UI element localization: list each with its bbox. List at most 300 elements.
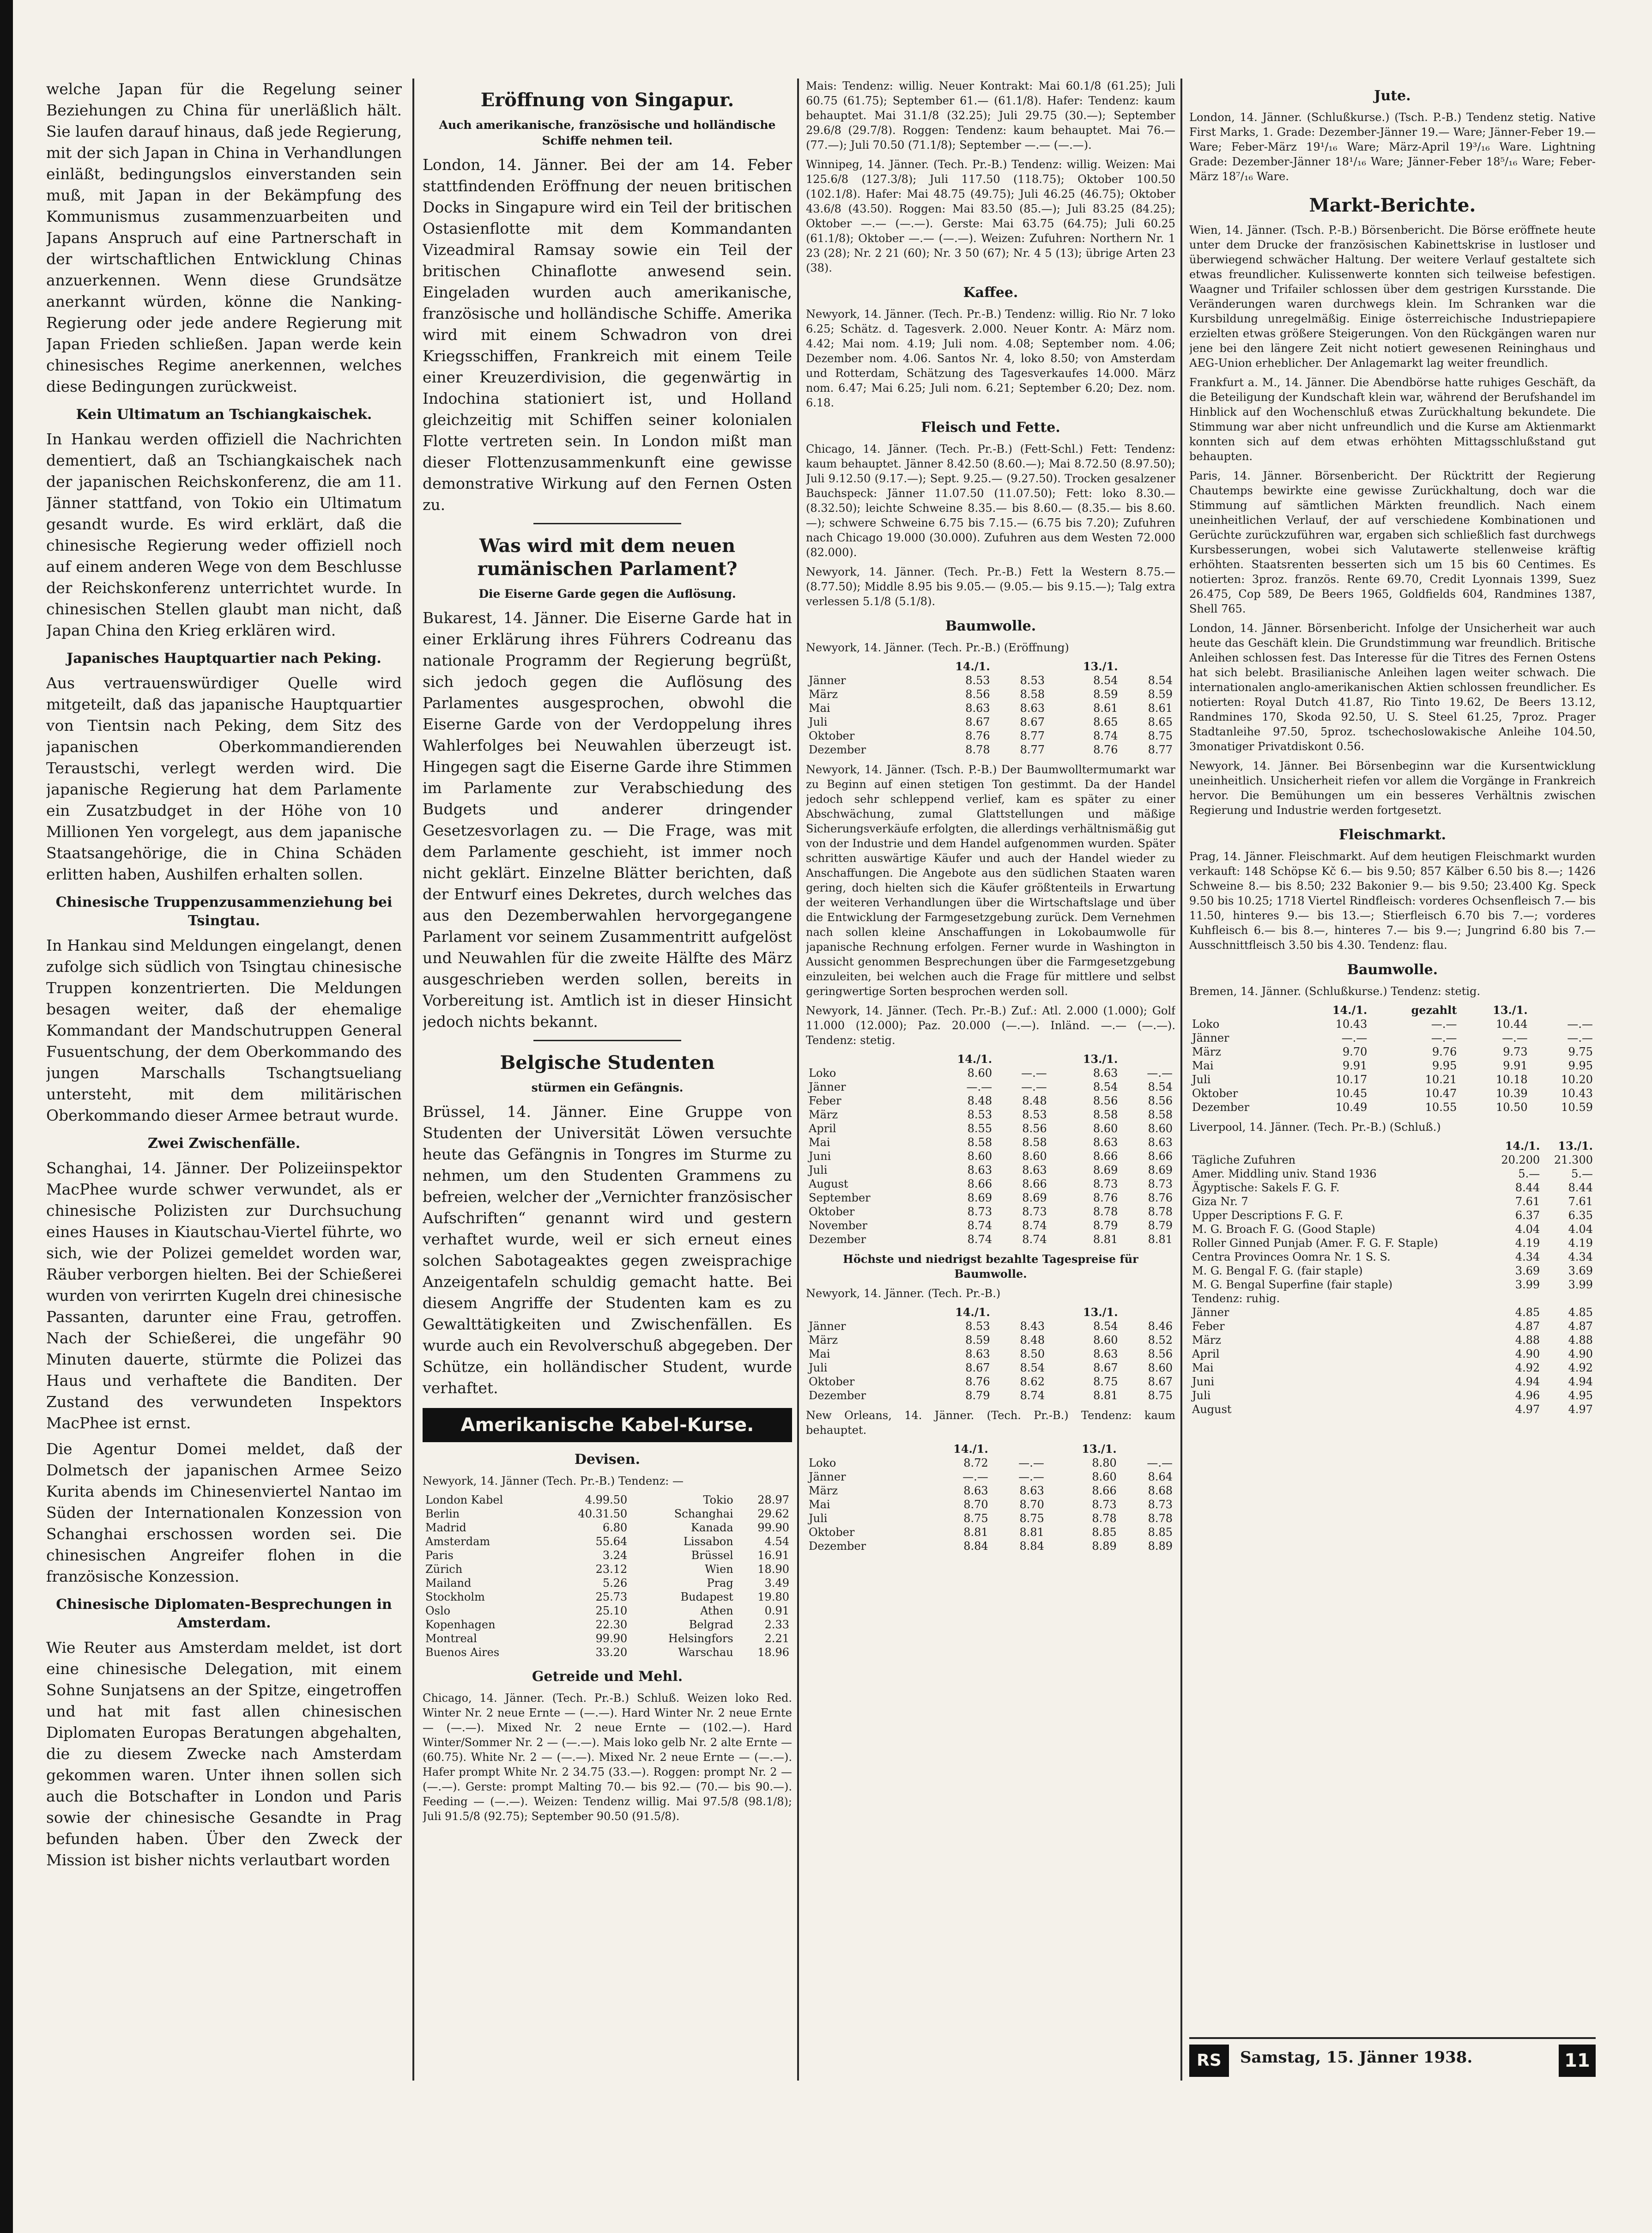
table-row [806,1525,1175,1539]
table-cell: Mai [809,1347,830,1360]
headline: Chinesische Truppenzusammenziehung bei Tsingtau. [55,894,393,929]
table-cell: Brüssel [691,1549,733,1562]
table-cell: 8.48 [1020,1334,1045,1347]
column-header: gezahlt [1411,1003,1457,1017]
table-cell: Oktober [809,1205,855,1218]
table-row [423,1562,792,1576]
headline: Was wird mit dem neuen rumänischen Parlament? [477,535,738,580]
table-row [1189,1236,1596,1250]
column-header [1121,660,1175,674]
table-cell: 10.59 [1561,1101,1593,1114]
table-cell: 8.66 [967,1177,992,1190]
table-cell: 8.62 [1020,1375,1045,1388]
table-cell: 8.59 [965,1334,990,1347]
article-text: Wie Reuter aus Amsterdam meldet, ist dort eine chinesische Delegation, mit einem Sohne Sunjatsens an der Spitze, eingetroffen und hat mit fast allen chinesischen Diplomaten Europas Beratungen abgehalten, die zu diesem Zwecke nach Amsterdam gekommen waren. Unter ihnen sollen sich auch die Botschafter in London und Paris sowie der chinesische Gesandte in Prag befunden haben. Über den Zweck der Mission ist bisher nichts verlautbart worden [46,1638,402,1869]
table-cell: Dezember [809,743,866,756]
table-row [423,1618,792,1632]
table-cell: 8.68 [1148,1484,1173,1497]
table-cell: 8.48 [1022,1094,1047,1107]
table-cell: 8.48 [967,1094,992,1107]
table-row [1189,1361,1596,1375]
table-row [1189,1250,1596,1264]
table-row [1189,1167,1596,1181]
table-cell: 5.— [1571,1167,1593,1180]
table-cell: 8.60 [1148,1361,1173,1374]
table-cell: 10.43 [1561,1087,1593,1100]
scan-edge [0,0,13,2233]
column-header [993,660,1047,674]
table-cell: 8.56 [1148,1094,1173,1107]
table-cell: 8.89 [1148,1540,1173,1553]
table-cell: Dezember [809,1389,866,1402]
table-cell: 8.58 [967,1136,992,1149]
table-cell: 8.63 [965,702,990,715]
headline: Kein Ultimatum an Tschiangkaischek. [76,407,372,423]
table-cell: 8.69 [1148,1164,1173,1177]
table-cell: 8.52 [1148,1334,1173,1347]
table-cell: 8.78 [1148,1205,1173,1218]
column-header: 14./1. [955,1305,990,1319]
column-header: 14./1. [957,1052,992,1066]
table-cell: 40.31.50 [578,1507,628,1520]
table-row [806,1135,1175,1149]
table-cell: November [809,1219,868,1232]
table-cell [1543,1292,1596,1305]
table-row [806,729,1175,743]
headline: Kaffee. [963,285,1018,301]
table-cell: 8.56 [965,688,990,701]
table-cell: 8.63 [1022,1164,1047,1177]
table-cell: 4.90 [1568,1347,1593,1360]
article-text: Mais: Tendenz: willig. Neuer Kontrakt: Mai 60.1/8 (61.25); Juli 60.75 (61.75); September 61.— (61.1/8). Hafer: Tendenz: kaum behauptet. Mai 31.1/8 (32.25); Juli 29.75 (30.—); September 29.6/8 (29.7/8). Roggen: Tendenz: kaum behauptet. Mai 76.— (77.—); Juli 70.50 (71.1/8); September —.— (—.—). [806,79,1175,152]
table-cell: 8.54 [1148,674,1173,687]
table-cell: Prag [707,1577,733,1590]
table-row [806,1389,1175,1402]
table-cell: 10.50 [1495,1101,1528,1114]
column-header: 14./1. [1505,1139,1540,1153]
table-cell: 8.74 [967,1219,992,1232]
table-cell: 8.63 [965,1347,990,1360]
table-cell: 9.91 [1342,1059,1368,1072]
table-row [1189,1073,1596,1086]
table-cell: 28.97 [757,1493,789,1506]
table-row [1189,1031,1596,1045]
table-cell: 10.39 [1495,1087,1528,1100]
headline: Getreide und Mehl. [532,1669,683,1685]
table-cell: 8.65 [1093,716,1118,728]
column-header: 13./1. [1083,1305,1118,1319]
table-cell: 9.91 [1503,1059,1528,1072]
table-cell: —.— [1502,1032,1528,1044]
table-cell: 8.73 [967,1205,992,1218]
table-cell: Juni [1192,1375,1215,1388]
table-cell: 8.63 [1148,1136,1173,1149]
table-cell: —.— [1021,1067,1047,1080]
column-header [1531,1003,1596,1017]
table-cell: Lissabon [683,1535,733,1548]
table-row [806,743,1175,757]
table-cell: 8.73 [1148,1177,1173,1190]
table-row [423,1521,792,1535]
table-cell: März [1192,1334,1221,1347]
column-header [1119,1442,1175,1456]
table-row [806,1347,1175,1361]
table-row [1189,1305,1596,1319]
article-text: welche Japan für die Regelung seiner Beziehungen zu China für unerläßlich hält. Sie laufen darauf hinaus, daß jede Regierung, mit der sich Japan in China in Verhandlungen einläßt, bedingungslos einverstanden sein muß, mit Japan in der Bekämpfung des Kommunismus zusammenzuarbeiten und Japans Anspruch auf eine Partnerschaft in der wirtschaftlichen Entwicklung Chinas anzuerkennen. Wenn diese Grundsätze anerkannt würden, könne die Nanking-Regierung oder jede andere Regierung mit Japan Frieden schließen. Japan werde kein chinesisches Regime anerkennen, welches diese Bedingungen zurückweist. [46,80,402,395]
table-cell: —.— [1021,1080,1047,1093]
table-cell: 8.63 [963,1484,988,1497]
table-cell: 8.75 [1148,1389,1173,1402]
table-cell: Belgrad [689,1618,733,1631]
table-cell: 9.70 [1342,1045,1368,1058]
table-row [1189,1181,1596,1195]
table-cell: 10.45 [1335,1087,1368,1100]
table-cell: 8.74 [967,1233,992,1246]
table-cell: 8.60 [1093,1122,1118,1135]
table-cell: 8.74 [1093,729,1118,742]
table-cell: —.— [962,1470,988,1483]
table-cell: 8.78 [1092,1512,1117,1525]
table-cell: 8.76 [965,729,990,742]
table-cell: 8.60 [1092,1470,1117,1483]
table-cell: 4.04 [1515,1223,1540,1236]
table-cell: 8.46 [1148,1320,1173,1333]
table-cell: Jänner [809,674,846,687]
table-caption: Newyork, 14. Jänner. (Tech. Pr.-B.) (Eröffnung) [806,641,1069,654]
table-cell: 8.60 [1022,1150,1047,1163]
table-cell: Kopenhagen [425,1618,496,1631]
table-row [806,1232,1175,1246]
table-cell: 4.97 [1515,1403,1540,1416]
table-cell: 4.19 [1515,1237,1540,1250]
table-cell: 10.49 [1335,1101,1368,1114]
table-cell: 8.56 [1093,1094,1118,1107]
column-header: 14./1. [953,1442,988,1456]
cotton-table [806,660,1175,757]
table-row [806,1108,1175,1122]
table-row [1189,1375,1596,1389]
table-row [806,715,1175,729]
article-text: Newyork, 14. Jänner. (Tech. Pr.-B.) Tendenz: willig. Rio Nr. 7 loko 6.25; Schätz. d. Tagesverk. 2.000. Neuer Kontr. A: März nom. 4.42; Mai nom. 4.19; Juli nom. 4.08; September nom. 4.06; Dezember nom. 4.06. Santos Nr. 4, loko 8.50; von Amsterdam und Rotterdam, Schätzung des Tagesverkaufes 14.000. März nom. 6.47; Mai 6.25; Juli nom. 6.21; September 6.20; Dez. nom. 6.18. [806,308,1175,409]
table-cell: März [809,1108,838,1121]
article-text: Newyork, 14. Jänner. (Tsch. P.-B.) Der Baumwolltermumarkt war zu Beginn auf einen stetigen Ton gestimmt. Da der Handel jedoch sehr schleppend verlief, kam es später zu einer Abschwächung, zumal Glattstellungen und mäßige Sicherungsverkäufe erfolgten, die allerdings verhältnismäßig gut von der Industrie und dem Handel aufgenommen wurden. Später schritten auswärtige Käufer und auch der Handel wieder zu Anschaffungen. Die Angebote aus den südlichen Staaten waren gering, doch hielten sich die Käufer größtenteils in Erwartung der weiteren Verhandlungen über die Wirtschaftslage und über die Entwicklung der Farmgesetzgebung zurück. Dem Vernehmen nach sollen kleine Anschaffungen in Lokobaumwolle für japanische Rechnung erfolgen. Ferner wurde in Washington in Aussicht genommen Besprechungen über die Farmgesetzgebung einzuleiten, bei welchen auch die Frage für mittlere und selbst geringwertige Sorten besprochen werden soll. [806,763,1175,998]
table-cell: 8.79 [965,1389,990,1402]
table-cell: 8.65 [1148,716,1173,728]
table-cell: Zürich [425,1563,463,1576]
table-cell: 8.75 [963,1512,988,1525]
article-text: Chicago, 14. Jänner. (Tech. Pr.-B.) (Fett-Schl.) Fett: Tendenz: kaum behauptet. Jänner 8.42.50 (8.60.—); Mai 8.72.50 (8.97.50); Juli 9.12.50 (9.17.—); Sept. 9.25.— (9.27.50). Trocken gesalzener Bauchspeck: Jänner 11.07.50 (11.07.50); Fett: loko 8.30.— (8.32.50); leichte Schweine 8.35.— bis 8.60.— (8.35.— bis 8.60.—); schwere Schweine 6.75 bis 7.15.— (6.75 bis 7.20); Zufuhren nach Chicago 19.000 (30.000). Zufuhren aus dem Westen 72.000 (82.000). [806,443,1175,559]
column-2 [423,79,792,2081]
column-header: 14./1. [1332,1003,1368,1017]
table-cell: 6.37 [1515,1209,1540,1222]
cotton-table [1189,1003,1596,1114]
table-cell: —.— [1018,1456,1044,1469]
table-cell: 55.64 [595,1535,628,1548]
table-cell: Oktober [809,1526,855,1539]
table-caption: Bremen, 14. Jänner. (Schlußkurse.) Tendenz: stetig. [1189,985,1481,998]
table-cell: London Kabel [425,1493,503,1506]
table-cell: 10.21 [1425,1073,1457,1086]
table-cell: April [809,1122,836,1135]
table-cell: 8.79 [1093,1219,1118,1232]
table-cell: 8.60 [1093,1334,1118,1347]
column-header: 13./1. [1082,1442,1117,1456]
table-cell: 8.53 [967,1108,992,1121]
table-cell: 8.50 [1020,1347,1045,1360]
table-cell: 8.54 [1148,1080,1173,1093]
column-header [806,1052,924,1066]
table-row [1189,1153,1596,1167]
table-cell: Oktober [809,729,855,742]
table-cell: 8.81 [963,1526,988,1539]
table-cell: 10.17 [1335,1073,1368,1086]
article-text: Aus vertrauenswürdiger Quelle wird mitgeteilt, daß das japanische Hauptquartier von Tientsin nach Peking, dem Sitz des japanischen Oberkommandierenden Teraustschi, verlegt werden wird. Die japanische Regierung hat dem Parlamente ein Zusatzbudget in der Höhe von 10 Millionen Yen vorgelegt, aus dem japanische Staatsangehörige, die in China Schäden erlitten haben, Aushilfen erhalten sollen. [46,674,402,883]
table-cell: 8.77 [1020,743,1045,756]
column-header [991,1442,1047,1456]
table-cell: 8.84 [963,1540,988,1553]
table-cell: 6.35 [1568,1209,1593,1222]
table-cell: 4.97 [1568,1403,1593,1416]
headline: Eröffnung von Singapur. [480,89,734,111]
table-row [1189,1100,1596,1114]
table-cell: Buenos Aires [425,1646,500,1659]
table-cell: 2.33 [764,1618,789,1631]
table-cell: 4.94 [1568,1375,1593,1388]
table-cell: 8.44 [1515,1181,1540,1194]
table-cell: 8.63 [967,1164,992,1177]
table-cell: 8.63 [1020,702,1045,715]
table-cell: Tendenz: ruhig. [1192,1292,1280,1305]
column-4 [1189,79,1596,2081]
article-text: In Hankau sind Meldungen eingelangt, denen zufolge sich südlich von Tsingtau chinesische Truppen konzentrierten. Die Meldungen besagen weiter, daß der ehemalige Kommandant der Mandschutruppen General Fusuentschung, der dem Oberkommando des jungen Marschalls Tschangtsueliang untersteht, mit dem militärischen Oberkommando dieser Armee betraut wurde. [46,936,402,1124]
table-row [423,1632,792,1645]
table-cell: —.— [966,1080,992,1093]
table-cell: 8.60 [967,1067,992,1080]
table-cell: 8.67 [1148,1375,1173,1388]
headline: Jute. [1374,88,1411,104]
table-cell: 10.47 [1425,1087,1457,1100]
column-rule [797,79,799,2081]
table-cell: 10.43 [1335,1018,1368,1031]
table-cell: März [809,1334,838,1347]
table-cell: 8.84 [1019,1540,1044,1553]
table-row [1189,1045,1596,1059]
table-cell: Juli [809,1361,828,1374]
table-cell: 8.66 [1022,1177,1047,1190]
table-row [1189,1333,1596,1347]
table-cell: Helsingfors [668,1632,733,1645]
table-cell: Mai [1192,1361,1214,1374]
table-cell: 8.54 [1093,1080,1118,1093]
table-cell: —.— [1147,1067,1173,1080]
article-text: Newyork, 14. Jänner. (Tech. Pr.-B.) Fett la Western 8.75.— (8.77.50); Middle 8.95 bis 9.05.— (9.05.— bis 9.15.—); Talg extra verlessen 5.1/8 (5.1/8). [806,565,1175,608]
table-cell: Loko [1192,1018,1220,1031]
column-rule [412,79,414,2081]
table-row [1189,1195,1596,1208]
table-cell: 8.58 [1022,1136,1047,1149]
section-banner: Amerikanische Kabel-Kurse. [423,1408,792,1442]
table-cell: Juli [809,1164,828,1177]
table-cell: 8.53 [1020,674,1045,687]
table-cell: Montreal [425,1632,477,1645]
table-cell: 29.62 [757,1507,789,1520]
table-row [806,1361,1175,1375]
table-cell: Feber [809,1094,841,1107]
table-cell: 8.53 [965,1320,990,1333]
cotton-table [806,1052,1175,1246]
table-cell: Mai [809,1498,830,1511]
table-cell: 4.19 [1568,1237,1593,1250]
table-cell: M. G. Broach F. G. (Good Staple) [1192,1223,1375,1236]
column-header [995,1052,1050,1066]
table-cell: 21.300 [1554,1153,1593,1166]
table-cell: 20.200 [1501,1153,1540,1166]
page-number: 11 [1559,2045,1596,2077]
table-row [806,1498,1175,1511]
table-cell: 3.69 [1568,1264,1593,1277]
table-cell: 8.53 [1022,1108,1047,1121]
table-cell: Madrid [425,1521,466,1534]
table-cell: 8.61 [1093,702,1118,715]
headline: Japanisches Hauptquartier nach Peking. [67,650,381,667]
column-header [1121,1305,1175,1319]
table-cell: 8.72 [963,1456,988,1469]
table-cell: Juli [809,716,828,728]
headline: Belgische Studenten [500,1052,715,1074]
table-caption: Newyork, 14. Jänner (Tech. Pr.-B.) Tendenz: — [423,1475,684,1487]
table-cell: 8.58 [1020,688,1045,701]
column-header [1120,1052,1175,1066]
column-header [806,1442,919,1456]
table-cell: Dezember [1192,1101,1250,1114]
table-cell: 18.96 [757,1646,789,1659]
column-header [993,1305,1047,1319]
column-header [1189,1139,1490,1153]
table-cell: 8.74 [1020,1389,1045,1402]
article-text: Prag, 14. Jänner. Fleischmarkt. Auf dem heutigen Fleischmarkt wurden verkauft: 148 Schöpse Kč 6.— bis 9.50; 857 Kälber 6.50 bis 8.—; 1426 Schweine 8.— bis 8.50; 232 Bakonier 9.— bis 9.50; 23.400 Kg. Speck 9.50 bis 10.25; 1718 Viertel Rindfleisch: vorderes Ochsenfleisch 7.— bis 11.50, hinteres 9.— bis 13.—; Stierfleisch 6.70 bis 7.—; vorderes Kuhfleisch 6.— bis 8.—, hinteres 7.— bis 9.—; Jungrind 6.80 bis 7.— Ausschnittfleisch 3.50 bis 4.30. Tendenz: flau. [1189,850,1596,952]
article-text: In Hankau werden offiziell die Nachrichten dementiert, daß an Tschiangkaischek nach der japanischen Reichskonferenz, die am 11. Jänner stattfand, von Tokio ein Ultimatum gesandt wurde. Es wird erklärt, daß die chinesische Regierung weder offiziell noch auf einem anderen Wege von dem Beschlusse der Reichskonferenz unterrichtet wurde. In chinesischen Stellen glaubt man nicht, daß Japan China den Krieg erklären wird. [46,430,402,639]
table-cell: 8.58 [1093,1108,1118,1121]
table-cell: 8.81 [1093,1233,1118,1246]
table-cell: Jänner [1192,1306,1229,1319]
table-row [806,1484,1175,1498]
table-cell: 8.56 [1148,1347,1173,1360]
table-cell: 8.81 [1093,1389,1118,1402]
table-row [1189,1222,1596,1236]
table-cell: 8.81 [1019,1526,1044,1539]
table-cell: Athen [700,1604,733,1617]
table-cell: Jänner [809,1080,846,1093]
table-cell: Dezember [809,1233,866,1246]
cotton-table [806,1442,1175,1553]
table-cell: M. G. Bengal F. G. (fair staple) [1192,1264,1363,1277]
table-cell: Schanghai [674,1507,733,1520]
article-text: Brüssel, 14. Jänner. Eine Gruppe von Studenten der Universität Löwen versuchte heute das Gefängnis in Tongres im Sturme zu nehmen, um den Studenten Grammens zu befreien, welcher der „Vernichter französischer Aufschriften“ genannt wird und gestern verhaftet wurde, weil er sich erneut eines solchen Sabotageaktes gegen zweisprachige Anzeigentafeln schuldig gemacht hatte. Bei diesem Angriffe der Studenten kam es zu Gewalttätigkeiten und Zwischenfällen. Es wurde auch ein Revolverschuß abgegeben. Der Schütze, ein holländischer Student, wurde verhaftet. [423,1103,792,1397]
table-cell: 8.78 [1148,1512,1173,1525]
issue-date: Samstag, 15. Jänner 1938. [1240,2048,1473,2067]
table-cell: 9.76 [1432,1045,1457,1058]
article-text: Chicago, 14. Jänner. (Tech. Pr.-B.) Schluß. Weizen loko Red. Winter Nr. 2 neue Ernte — (—.—). Hard Winter Nr. 2 neue Ernte — (—.—). Mixed Nr. 2 neue Ernte — (102.—). Hard Winter/Sommer Nr. 2 — (—.—). Mais loko gelb Nr. 2 alte Ernte — (60.75). White Nr. 2 — (—.—). Mixed Nr. 2 neue Ernte — (—.—). Hafer prompt White Nr. 2 34.75 (33.—). Roggen: prompt Nr. 2 — (—.—). Gerste: prompt Malting 70.— bis 92.— (70.— bis 90.—). Feeding — (—.—). Weizen: Tendenz willig. Mai 97.5/8 (98.1/8); Juli 91.5/8 (92.75); September 90.50 (91.5/8). [423,1692,792,1823]
table-row [806,1375,1175,1389]
table-cell: September [809,1191,871,1204]
table-cell: Mai [809,1136,830,1149]
table-cell: Tägliche Zufuhren [1192,1153,1296,1166]
headline: Zwei Zwischenfälle. [147,1135,301,1152]
table-cell: 8.67 [965,716,990,728]
table-cell: 8.73 [1148,1498,1173,1511]
table-cell: Feber [1192,1320,1225,1333]
table-row [423,1576,792,1590]
headline: Devisen. [574,1451,641,1468]
table-cell: 8.77 [1148,743,1173,756]
table-cell: 3.69 [1515,1264,1540,1277]
table-cell: Amer. Middling univ. Stand 1936 [1192,1167,1377,1180]
table-caption: Newyork, 14. Jänner. (Tech. Pr.-B.) [806,1287,1001,1300]
table-row [806,1319,1175,1333]
article-text: Newyork, 14. Jänner. Bei Börsenbeginn war die Kursentwicklung uneinheitlich. Unsicherheit riefen vor allem die Vorgänge in Frankreich hervor. Die Bemühungen um ein besseres Verhältnis zwischen Regierung und Industrie werden fortgesetzt. [1189,759,1596,817]
table-cell: 8.54 [1093,1320,1118,1333]
table-cell: 8.69 [1093,1164,1118,1177]
column-header [806,1305,920,1319]
table-cell: 8.73 [1093,1177,1118,1190]
table-cell: 4.34 [1515,1250,1540,1263]
cotton-table [806,1305,1175,1402]
table-cell: 18.90 [757,1563,789,1576]
article-text: London, 14. Jänner. (Schlußkurse.) (Tsch. P.-B.) Tendenz stetig. Native First Marks, 1. Grade: Dezember-Jänner 19.— Ware; Jänner-Feber 19.— Ware; Feber-März 19¹/₁₆ Ware; März-April 19³/₁₆ Ware. Lightning Grade: Dezember-Jänner 18¹/₁₆ Ware; Jänner-Feber 18⁵/₁₆ Ware; Feber-März 18⁷/₁₆ Ware. [1189,111,1596,183]
table-cell: 10.55 [1425,1101,1457,1114]
table-cell: 10.18 [1495,1073,1528,1086]
table-row [806,1177,1175,1191]
article-text: Schanghai, 14. Jänner. Der Polizeiinspektor MacPhee wurde schwer verwundet, als er chinesische Polizisten zur Durchsuchung eines Hauses in Kiautschau-Viertel führte, wo sich, wie der Polizei gemeldet worden war, Räuber verborgen hielten. Bei der Schießerei wurden von verirrten Kugeln drei chinesische Passanten, darunter eine Frau, getroffen. Nach der Schießerei, die ungefähr 90 Minuten dauerte, stürmte die Polizei das Haus und verhaftete die Banditen. Der Zustand des verwundeten Inspektors MacPhee ist ernst. [46,1159,402,1432]
table-cell: 3.99 [1568,1278,1593,1291]
table-cell: 4.88 [1568,1334,1593,1347]
separator [533,1040,681,1041]
table-cell: 10.20 [1561,1073,1593,1086]
table-cell: 99.90 [595,1632,628,1645]
cotton-table [1189,1139,1596,1416]
table-cell: Kanada [691,1521,733,1534]
table-cell: 8.78 [965,743,990,756]
table-row [1189,1402,1596,1416]
column-header: 14./1. [955,660,990,673]
table-row [423,1493,792,1507]
table-row [806,1094,1175,1108]
table-cell: 8.70 [1019,1498,1044,1511]
table-cell: 8.85 [1092,1526,1117,1539]
table-cell: —.— [1147,1456,1173,1469]
headline: Fleisch und Fette. [921,419,1060,436]
table-cell: 8.60 [967,1150,992,1163]
table-row [423,1604,792,1618]
table-cell: 8.75 [1019,1512,1044,1525]
table-row [806,687,1175,701]
subheadline: Höchste und niedrigst bezahlte Tagespreise für Baumwolle. [843,1252,1138,1280]
table-cell: —.— [1431,1032,1457,1044]
table-cell: 8.56 [1022,1122,1047,1135]
table-cell: Jänner [809,1320,846,1333]
table-cell: 8.73 [1092,1498,1117,1511]
table-cell: 8.76 [1148,1191,1173,1204]
table-cell: Oktober [1192,1087,1238,1100]
table-row [806,674,1175,687]
column-header [1189,1003,1299,1017]
table-cell: Upper Descriptions F. G. F. [1192,1209,1343,1222]
table-cell: 8.74 [1022,1233,1047,1246]
table-cell: 8.44 [1568,1181,1593,1194]
table-cell: 7.61 [1515,1195,1540,1208]
table-cell: 8.76 [1093,743,1118,756]
table-cell: 4.95 [1568,1389,1593,1402]
